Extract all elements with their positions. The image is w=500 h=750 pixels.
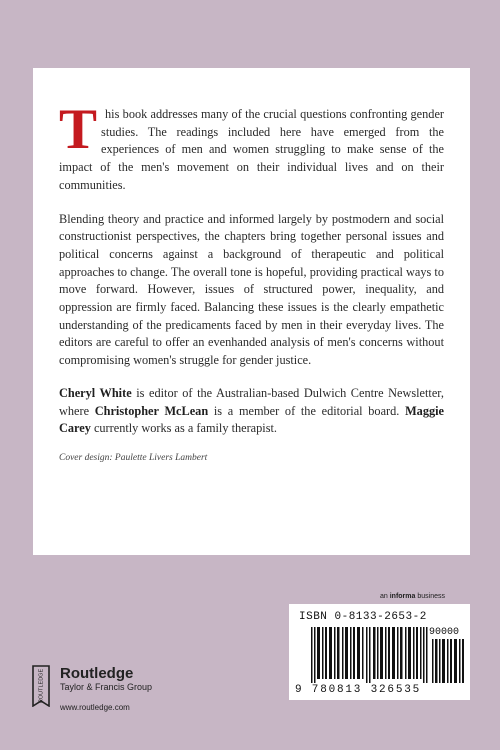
editor-text-3: currently works as a family therapist.: [90, 421, 277, 436]
publisher-name: Routledge: [60, 665, 134, 682]
tagline-brand: informa: [389, 593, 416, 600]
editor-name-1: Cheryl White: [59, 385, 132, 400]
blurb-paragraph-1-text: his book addresses many of the crucial questions confronting gender studies. The readings included here have emerged from the experiences of men and women struggling to make sense of the impact of the men's movement on their individual lives and on their communities.: [59, 107, 444, 192]
informa-tagline: [380, 593, 445, 600]
ean-barcode-icon: [311, 627, 428, 683]
barcode-label: [289, 604, 470, 700]
publisher-group: Taylor & Francis Group: [60, 682, 153, 692]
blurb-paragraph-2: Blending theory and practice and informed largely by postmodern and social constructionist perspectives, the chapters bring together personal issues and political concerns against a background of therapeutic and political approaches to change. The overall tone is hopeful, providing practical ways to move forward. However, issues of structured power, inequality, and oppression are firmly faced. Balancing these issues is the clearly empathetic understanding of the predicaments faced by men in their everyday lives. The editors are careful to offer an evenhanded analysis of men's concerns without compromising women's struggle for gender justice.: [59, 211, 444, 368]
cover-design-credit: Cover design: Paulette Livers Lambert: [59, 452, 208, 463]
editor-text-1: is editor of the Australian-based Dulwich Centre Newsletter, where: [59, 385, 444, 418]
blurb-paragraph-1: [59, 98, 444, 195]
editor-name-2: Christopher McLean: [94, 403, 209, 418]
publisher-url[interactable]: www.routledge.com: [60, 703, 130, 712]
blurb-panel: [33, 68, 470, 555]
editors-bio: [59, 385, 444, 438]
editor-text-2: is a member of the editorial board.: [208, 403, 406, 418]
price-code: 90000: [429, 627, 460, 638]
drop-cap: T: [59, 98, 98, 161]
price-barcode-icon: [432, 639, 464, 683]
isbn-text: ISBN 0-8133-2653-2: [299, 611, 427, 623]
logo-text: ROUTLEDGE: [38, 668, 45, 704]
tagline-suffix: business: [415, 593, 445, 600]
editor-name-3: Maggie Carey: [59, 403, 445, 436]
routledge-logo-icon: [31, 665, 51, 707]
publisher-brand: [60, 665, 152, 693]
ean-text: 9 780813 326535: [295, 684, 422, 696]
tagline-prefix: an: [380, 593, 390, 600]
